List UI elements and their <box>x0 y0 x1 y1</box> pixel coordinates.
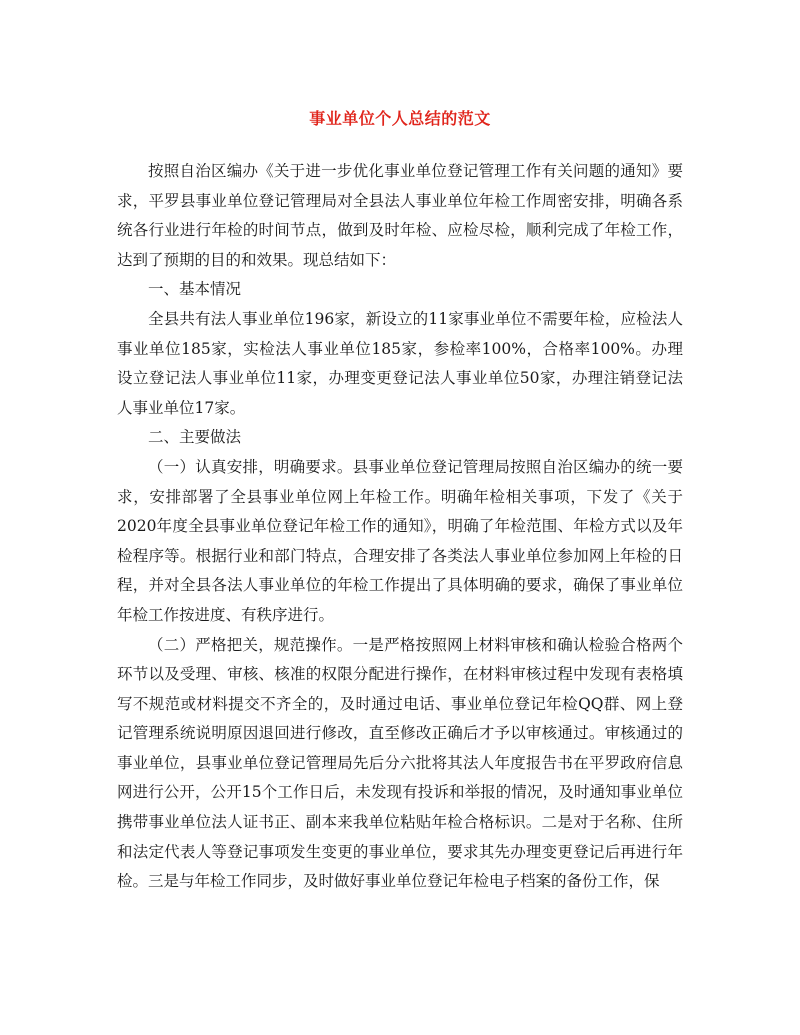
method-2-paragraph: （二）严格把关，规范操作。一是严格按照网上材料审核和确认检验合格两个环节以及受理、审核、核准的权限分配进行操作，在材料审核过程中发现有表格填写不规范或材料提交不齐全的，及时通过电话、事业单位登记年检QQ群、网上登记管理系统说明原因退回进行修改，直至修改正确后才予以审核通过。审核通过的事业单位，县事业单位登记管理局先后分六批将其法人年度报告书在平罗政府信息网进行公开，公开15个工作日后，未发现有投诉和举报的情况，及时通知事业单位携带事业单位法人证书正、副本来我单位粘贴年检合格标识。二是对于名称、住所和法定代表人等登记事项发生变更的事业单位，要求其先办理变更登记后再进行年检。三是与年检工作同步，及时做好事业单位登记年检电子档案的备份工作，保 <box>117 635 683 891</box>
section-heading-basic: 一、基本情况 <box>148 280 242 299</box>
method-1-paragraph: （一）认真安排，明确要求。县事业单位登记管理局按照自治区编办的统一要求，安排部署了全县事业单位网上年检工作。明确年检相关事项，下发了《关于2020年度全县事业单位登记年检工作的通知》，明确了年检范围、年检方式以及年检程序等。根据行业和部门特点，合理安排了各类法人事业单位参加网上年检的日程，并对全县各法人事业单位的年检工作提出了具体明确的要求，确保了事业单位年检工作按进度、有秩序进行。 <box>117 457 683 624</box>
document-title: 事业单位个人总结的范文 <box>309 109 491 128</box>
section-heading-methods: 二、主要做法 <box>148 428 242 447</box>
intro-paragraph: 按照自治区编办《关于进一步优化事业单位登记管理工作有关问题的通知》要求，平罗县事业单位登记管理局对全县法人事业单位年检工作周密安排，明确各系统各行业进行年检的时间节点，做到及时年检、应检尽检，顺利完成了年检工作，达到了预期的目的和效果。现总结如下： <box>117 162 683 269</box>
document-body <box>117 157 683 897</box>
basic-situation-paragraph: 全县共有法人事业单位196家，新设立的11家事业单位不需要年检，应检法人事业单位185家，实检法人事业单位185家，参检率100%，合格率100%。办理设立登记法人事业单位11家，办理变更登记法人事业单位50家，办理注销登记法人事业单位17家。 <box>117 309 683 417</box>
